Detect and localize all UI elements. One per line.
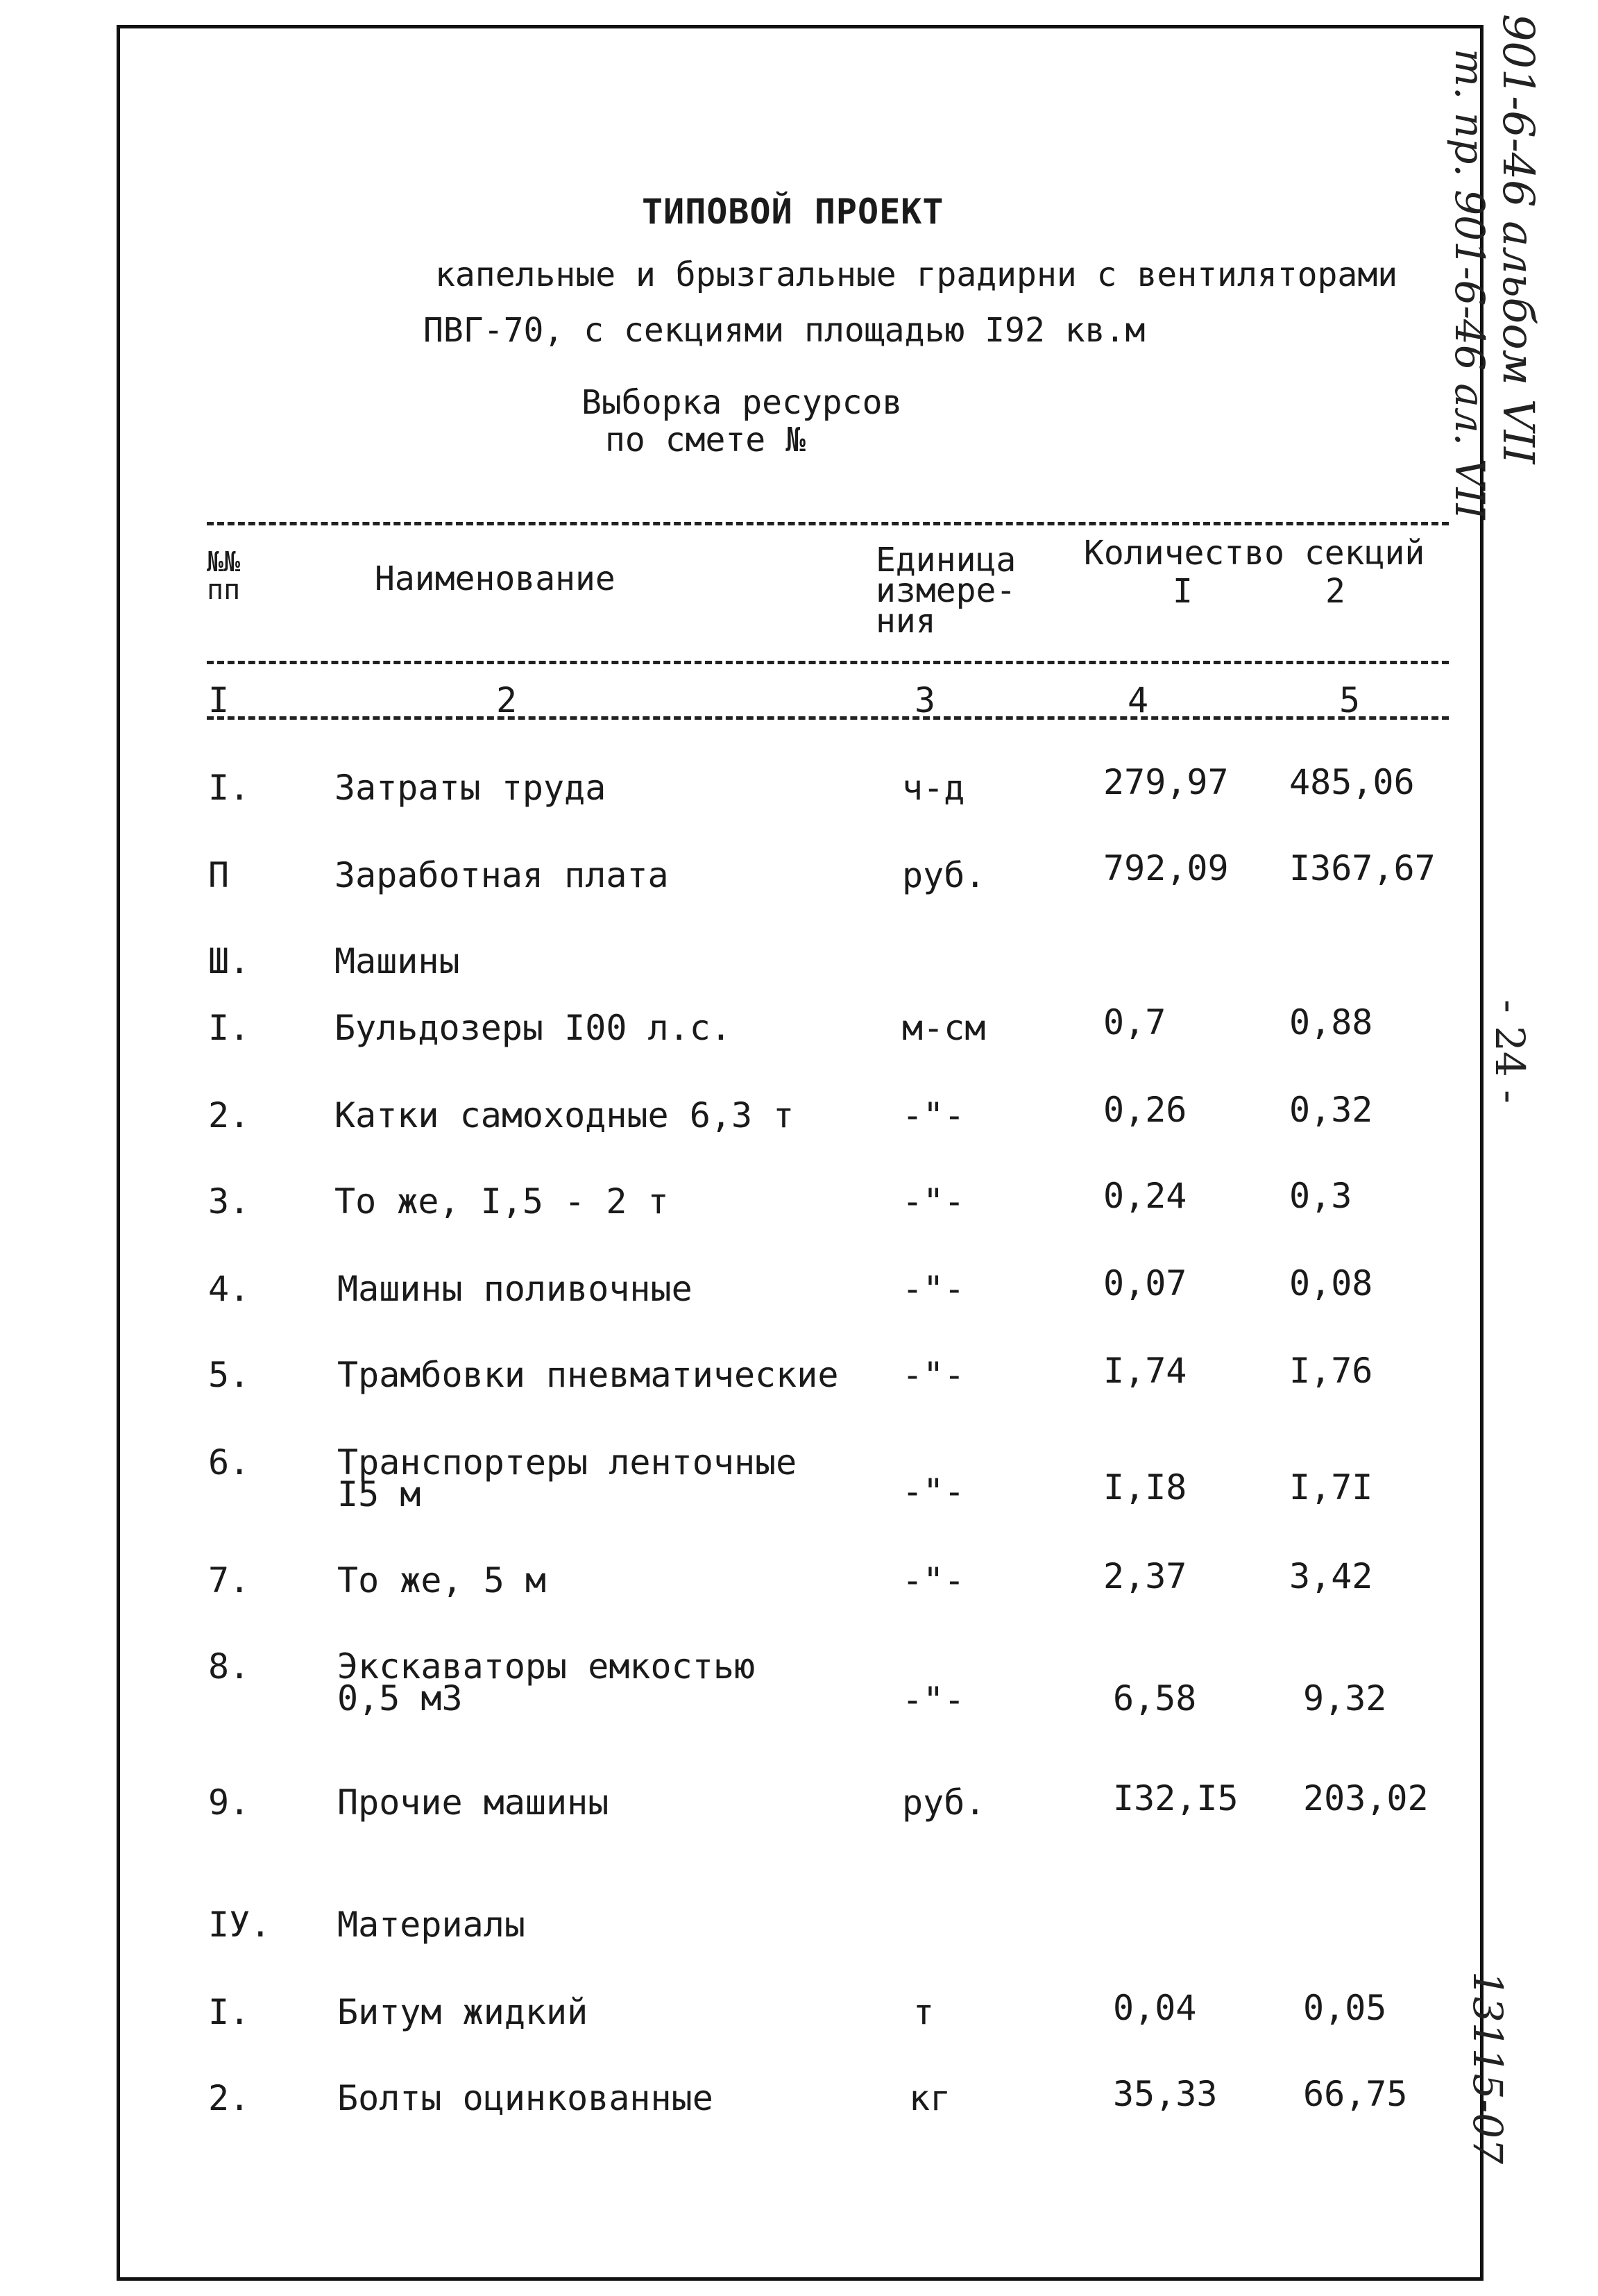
row-qty-1: 279,97 <box>1103 762 1229 802</box>
table-top-rule <box>207 522 1449 525</box>
row-qty-1: 6,58 <box>1113 1678 1197 1719</box>
row-unit: -"- <box>902 1680 965 1720</box>
row-num: 2. <box>208 2078 250 2118</box>
row-name: Заработная плата <box>334 855 669 895</box>
row-qty-2: 66,75 <box>1303 2074 1408 2114</box>
row-unit: м-см <box>902 1008 986 1048</box>
row-num: 2. <box>208 1095 250 1136</box>
row-qty-1: 792,09 <box>1103 848 1229 888</box>
document-page <box>117 25 1484 2281</box>
row-qty-1: 0,26 <box>1103 1090 1187 1130</box>
row-name: Битум жидкий <box>337 1992 588 2032</box>
col-header-qty: Количество секций <box>1084 534 1425 573</box>
table-header-rule <box>207 661 1449 664</box>
row-unit: -"- <box>902 1560 965 1601</box>
row-num: I. <box>208 768 250 808</box>
row-num: IУ. <box>208 1905 271 1945</box>
col-number-3: 3 <box>915 680 936 720</box>
row-num: I. <box>208 1008 250 1048</box>
row-name: То же, 5 м <box>337 1560 547 1601</box>
row-unit: ч-д <box>902 768 965 808</box>
col-header-name: Наименование <box>375 559 615 598</box>
row-qty-1: 0,07 <box>1103 1263 1187 1303</box>
row-qty-1: I,74 <box>1103 1351 1187 1391</box>
row-name: Машины <box>334 941 460 981</box>
row-name-line-2: 0,5 м3 <box>337 1678 463 1719</box>
document-code: 13115-07 <box>1464 1971 1511 2164</box>
row-unit: -"- <box>902 1471 965 1512</box>
row-qty-2: 0,88 <box>1289 1002 1373 1043</box>
row-qty-2: I,7I <box>1289 1467 1373 1508</box>
row-name: Прочие машины <box>337 1782 609 1823</box>
row-qty-2: 485,06 <box>1289 762 1415 802</box>
row-qty-2: 9,32 <box>1303 1678 1387 1719</box>
row-unit: руб. <box>902 855 986 895</box>
col-number-5: 5 <box>1339 680 1361 720</box>
row-name: Бульдозеры I00 л.с. <box>334 1008 731 1048</box>
row-qty-1: 0,7 <box>1103 1002 1166 1043</box>
document-title: ТИПОВОЙ ПРОЕКТ <box>642 192 944 232</box>
col-number-4: 4 <box>1128 680 1149 720</box>
row-qty-1: I32,I5 <box>1113 1778 1239 1818</box>
row-name: Трамбовки пневматические <box>337 1355 839 1395</box>
row-name: Экскаваторы емкостью <box>337 1646 756 1687</box>
row-unit: т <box>913 1992 935 2032</box>
row-qty-1: 2,37 <box>1103 1556 1187 1596</box>
col-header-num: №№ пп <box>207 546 241 606</box>
row-qty-1: I,I8 <box>1103 1467 1187 1508</box>
row-num: 6. <box>208 1442 250 1483</box>
margin-album-note: 901-6-46 альбом VII <box>1493 14 1544 464</box>
row-qty-2: 0,3 <box>1289 1176 1352 1216</box>
margin-project-note: т. пр. 901-6-46 ал. VII <box>1446 49 1493 520</box>
row-qty-2: I,76 <box>1289 1351 1373 1391</box>
row-name: То же, I,5 - 2 т <box>334 1181 669 1222</box>
row-unit: -"- <box>902 1269 965 1309</box>
row-num: Ш. <box>208 941 250 981</box>
row-name-line-2: I5 м <box>337 1474 421 1514</box>
row-name: Затраты труда <box>334 768 606 808</box>
subtitle-line-2: ПВГ-70, с секциями площадью I92 кв.м <box>423 311 1146 350</box>
subtitle-line-4: по смете № <box>605 421 806 459</box>
col-header-qty-2: 2 <box>1325 572 1345 611</box>
row-name: Транспортеры ленточные <box>337 1442 797 1483</box>
row-unit: руб. <box>902 1782 986 1823</box>
subtitle-line-1: капельные и брызгальные градирни с вентиляторами <box>435 255 1398 294</box>
page-number: - 24 - <box>1486 999 1533 1104</box>
row-num: 3. <box>208 1181 250 1222</box>
row-num: 4. <box>208 1269 250 1309</box>
row-unit: -"- <box>902 1095 965 1136</box>
subtitle-line-3: Выборка ресурсов <box>581 383 903 422</box>
col-number-2: 2 <box>496 680 518 720</box>
row-unit: кг <box>909 2078 951 2118</box>
row-qty-2: 203,02 <box>1303 1778 1429 1818</box>
row-num: 8. <box>208 1646 250 1687</box>
row-qty-2: I367,67 <box>1289 848 1436 888</box>
row-name: Катки самоходные 6,3 т <box>334 1095 794 1136</box>
row-qty-1: 0,24 <box>1103 1176 1187 1216</box>
row-qty-2: 3,42 <box>1289 1556 1373 1596</box>
col-header-qty-1: I <box>1173 572 1193 611</box>
row-num: 7. <box>208 1560 250 1601</box>
column-numbers-rule <box>207 716 1449 720</box>
row-num: I. <box>208 1992 250 2032</box>
row-unit: -"- <box>902 1355 965 1395</box>
row-name: Машины поливочные <box>337 1269 692 1309</box>
row-num: 5. <box>208 1355 250 1395</box>
row-qty-2: 0,05 <box>1303 1988 1387 2028</box>
row-num: П <box>208 855 230 895</box>
row-name: Болты оцинкованные <box>337 2078 713 2118</box>
row-qty-1: 35,33 <box>1113 2074 1218 2114</box>
row-qty-2: 0,08 <box>1289 1263 1373 1303</box>
row-qty-1: 0,04 <box>1113 1988 1197 2028</box>
row-num: 9. <box>208 1782 250 1823</box>
row-qty-2: 0,32 <box>1289 1090 1373 1130</box>
row-unit: -"- <box>902 1181 965 1222</box>
col-number-1: I <box>208 680 230 720</box>
col-header-unit: Единица измере- ния <box>876 541 1017 641</box>
row-name: Материалы <box>337 1905 525 1945</box>
